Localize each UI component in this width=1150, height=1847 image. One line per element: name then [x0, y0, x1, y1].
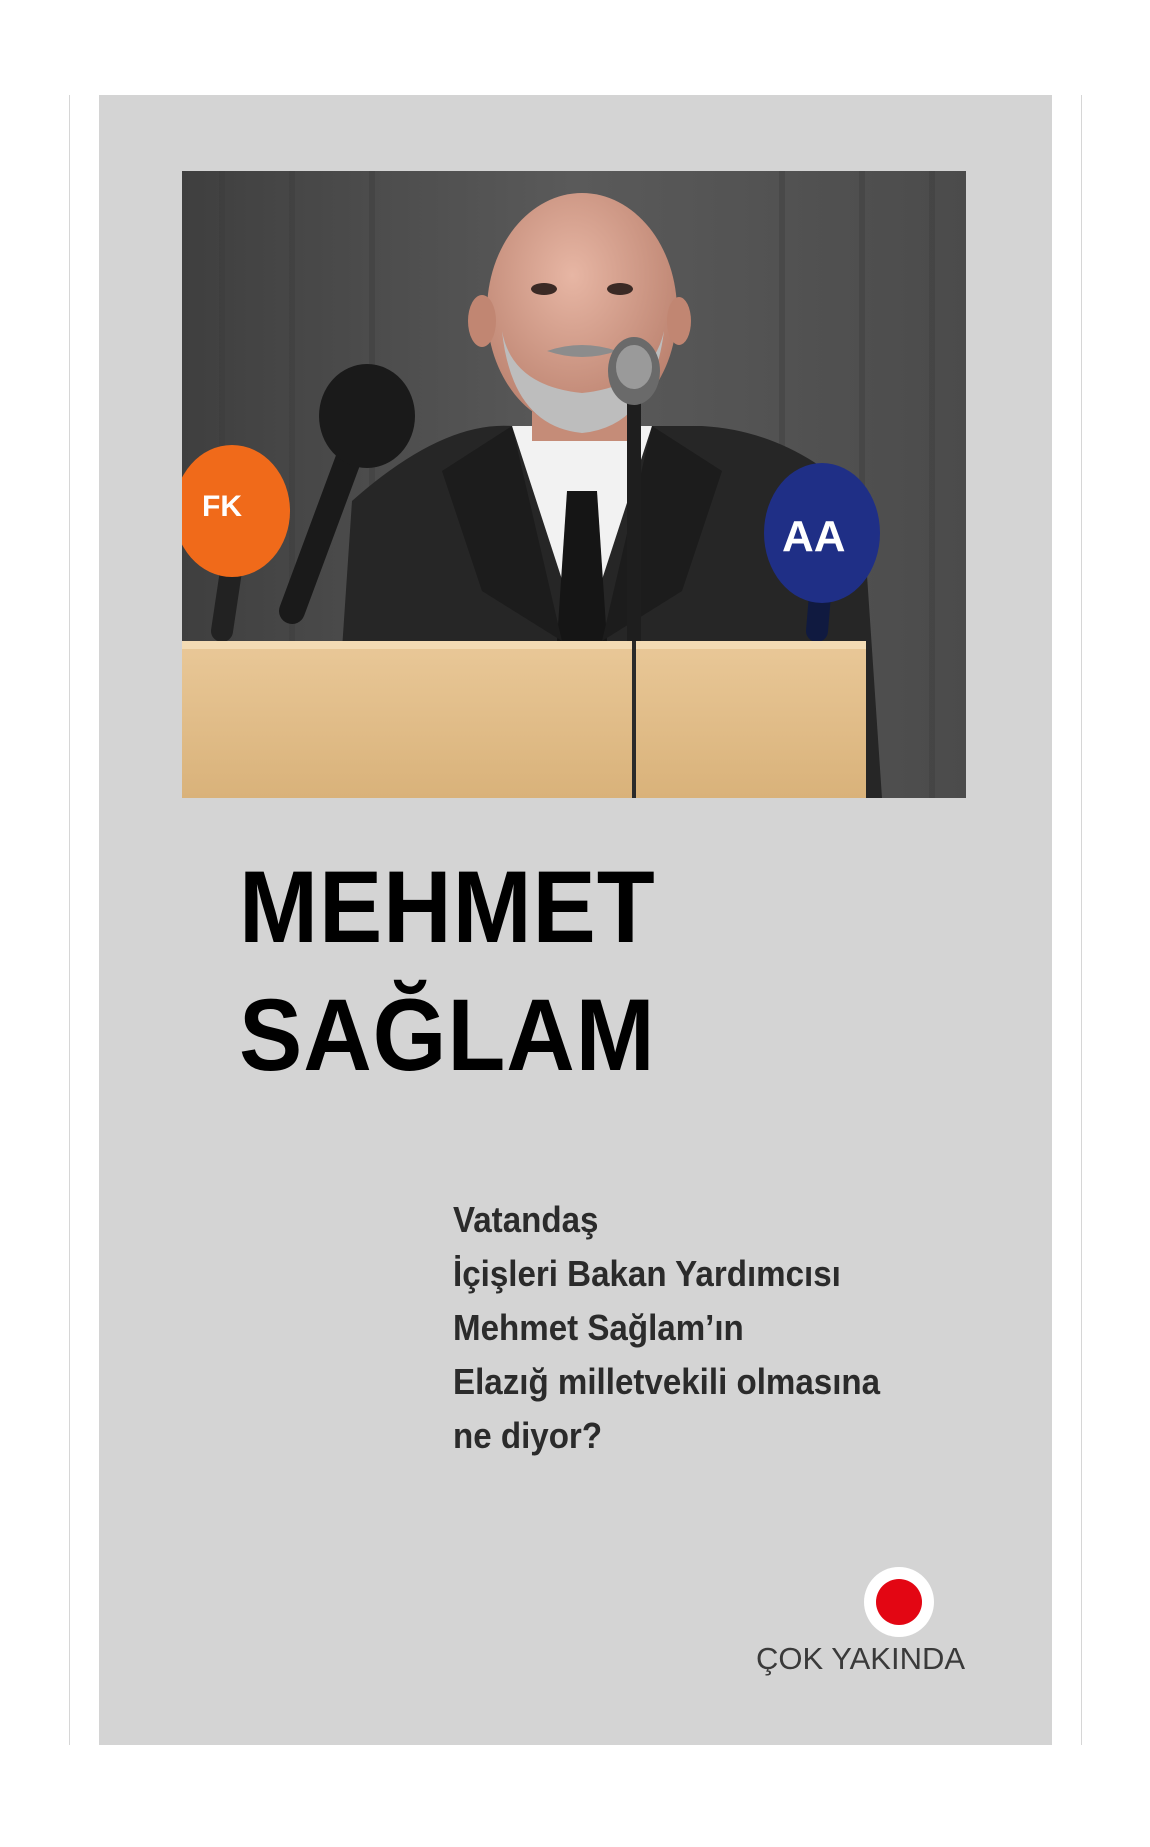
- tagline-line: Elazığ milletvekili olmasına: [453, 1361, 881, 1402]
- name-line-first: MEHMET: [239, 850, 656, 964]
- candidate-name: [239, 843, 656, 1099]
- tagline-line: İçişleri Bakan Yardımcısı: [453, 1253, 841, 1294]
- tagline: [453, 1193, 880, 1463]
- red-dot-icon: [876, 1579, 922, 1625]
- mic-logo-left: FK: [202, 490, 242, 523]
- speaker-photo: [182, 171, 966, 798]
- speaker-illustration: [182, 171, 966, 798]
- left-margin-rule: [69, 95, 70, 1745]
- name-line-last: SAĞLAM: [239, 978, 656, 1092]
- coming-soon-label: ÇOK YAKINDA: [756, 1641, 966, 1676]
- red-dot-badge: [864, 1567, 934, 1637]
- tagline-line: Mehmet Sağlam’ın: [453, 1307, 744, 1348]
- tagline-line: ne diyor?: [453, 1415, 603, 1456]
- poster: [99, 95, 1052, 1745]
- tagline-line: Vatandaş: [453, 1199, 599, 1240]
- mic-logo-right: AA: [782, 512, 846, 561]
- right-margin-rule: [1081, 95, 1082, 1745]
